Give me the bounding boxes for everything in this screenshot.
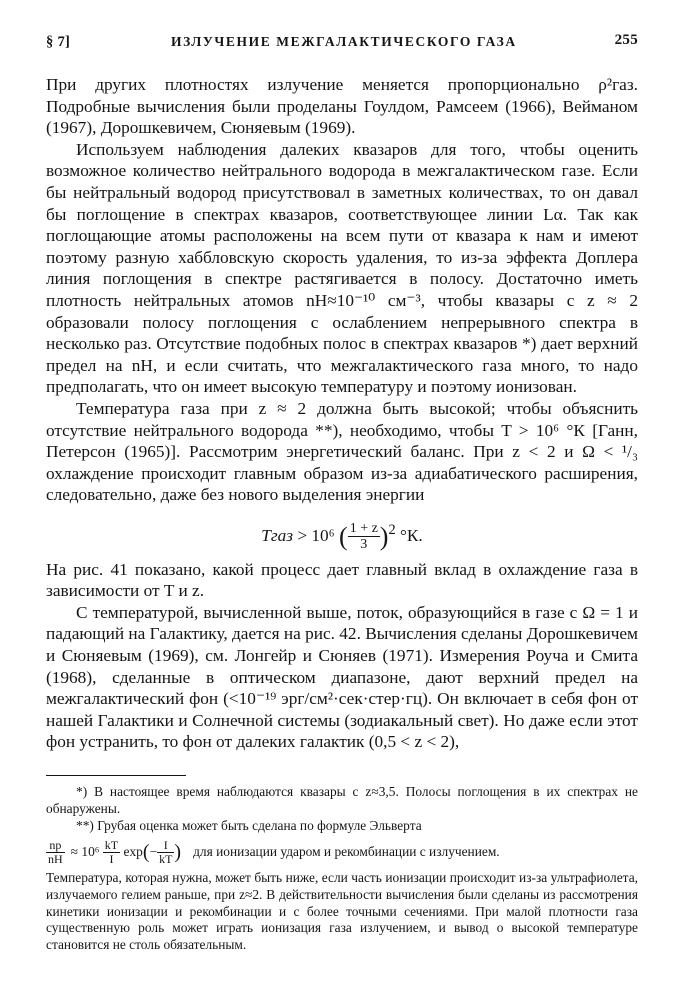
formula-close-paren: ) <box>379 521 389 551</box>
temperature-formula <box>46 512 638 555</box>
page-number: 255 <box>614 32 638 48</box>
kt-numerator: kT <box>104 837 119 852</box>
paragraph-5: С температурой, вычисленной выше, поток, образующийся в газе с Ω = 1 и падающий на Галактику, дается на рис. 42. Вычисления сделаны Дорошкевичем и Сюняевым (1969), см. Лонгейр и Сюняев (1971). Измерения Роуча и Смита (1968), сделанные в оптическом диапазоне, дают верхний предел на межгалактический фон (<10⁻¹⁹ эрг/см²·сек·стер·гц). Он включает в себя фон от нашей Галактики и Солнечной системы (зодиакальный свет). Но даже если этот фон устранить, то фон от далеких галактик (0,5 < z < 2), <box>46 602 638 752</box>
formula-lhs: Tгаз <box>261 525 293 545</box>
ratio-fraction <box>46 839 65 866</box>
kt-denominator: kT <box>159 851 173 866</box>
paragraph-1: При других плотностях излучение меняется пропорционально ρ²газ. Подробные вычисления были проделаны Гоулдом, Рамсеем (1966), Вейманом (1967), Дорошкевичем, Сюняевым (1969). <box>46 75 638 138</box>
running-header <box>46 28 638 52</box>
main-text <box>46 74 638 753</box>
ratio-equals: ≈ 10⁶ <box>70 843 100 859</box>
kt-over-i-fraction <box>103 839 120 866</box>
exp-open-paren: ( <box>142 840 150 863</box>
paragraph-2: Используем наблюдения далеких квазаров для того, чтобы оценить возможное количество нейтрального водорода в межгалактическом газе. Если бы нейтральный водород присутствовал в заметных количествах, то он давал бы поглощение в спектрах квазаров, соответствующее линии Lα. Так как поглощающие атомы расположены на всем пути от квазара к нам и имеют поэтому разную хаббловскую скорость удаления, то из-за эффекта Доплера линия поглощения в спектре растягивается в полосу. Достаточно иметь плотность нейтральных атомов nH≈10⁻¹⁰ см⁻³, чтобы квазары с z ≈ 2 образовали полосу поглощения с ослаблением непрерывного спектра в несколько раз. Отсутствие подобных полос в спектрах квазаров *) дает верхний предел на nH, и если считать, что межгалактического газа много, то надо предполагать, что он имеет высокую температуру и поэтому ионизован. <box>46 139 638 397</box>
formula-denominator: 3 <box>360 537 368 553</box>
footnote-2-intro: **) Грубая оценка может быть сделана по формуле Эльверта <box>76 817 422 833</box>
formula-numerator: 1 + z <box>349 521 378 537</box>
ratio-denominator: nH <box>48 851 63 866</box>
footnote-2-rest: Температура, которая нужна, может быть ниже, если часть ионизации происходит из-за ультрафиолета, излучаемого гелием раньше, при z≈2. В действительности вычисления были сделаны из рассмотрения кинетики ионизации и рекомбинации и с более точными сечениями. При малой плотности газа существенную роль может играть ионизация газа излучением, и вывод о высокой температуре становится не столь обязательным. <box>46 869 638 953</box>
i-over-kt-fraction <box>157 839 174 866</box>
i-denominator: I <box>109 851 114 866</box>
footnote-divider <box>46 775 186 776</box>
formula-explanation: для ионизации ударом и рекомбинации с излучением. <box>193 843 500 859</box>
formula-relation: > 10⁶ <box>297 525 335 545</box>
exp-label: exp <box>123 843 143 859</box>
i-numerator: I <box>157 839 174 853</box>
footnotes <box>46 784 638 954</box>
formula-exponent: 2 <box>388 521 396 538</box>
exp-close-paren: ) <box>174 840 182 863</box>
footnote-1: *) В настоящее время наблюдаются квазары с z≈3,5. Полосы поглощения в их спектрах не обнаружены. <box>46 784 638 816</box>
elvert-formula: $\frac{np}{nH}$ ≈ 10⁶ $\frac{kT}{I}$ exp ( − $\frac{I}{kT}$ ) для ионизации ударом и рекомбинации с излучением. <box>48 837 500 866</box>
paragraph-4: На рис. 41 показано, какой процесс дает главный вклад в охлаждение газа в зависимости от T и z. <box>46 559 638 601</box>
paragraph-3: Температура газа при z ≈ 2 должна быть высокой; чтобы объяснить отсутствие нейтрального водорода **), необходимо, чтобы T > 10⁶ °К [Ганн, Петерсон (1965)]. Рассмотрим энергетический баланс. При z < 2 и Ω < ¹/₃ охлаждение происходит главным образом из-за адиабатического расширения, следовательно, даже без нового выделения энергии <box>46 398 638 505</box>
running-title: ИЗЛУЧЕНИЕ МЕЖГАЛАКТИЧЕСКОГО ГАЗА <box>171 34 517 49</box>
section-marker: § 7] <box>46 34 71 50</box>
ratio-numerator: np <box>46 839 65 853</box>
formula-open-paren: ( <box>339 521 348 551</box>
formula-fraction <box>348 521 380 552</box>
formula-unit: °К. <box>400 525 423 545</box>
